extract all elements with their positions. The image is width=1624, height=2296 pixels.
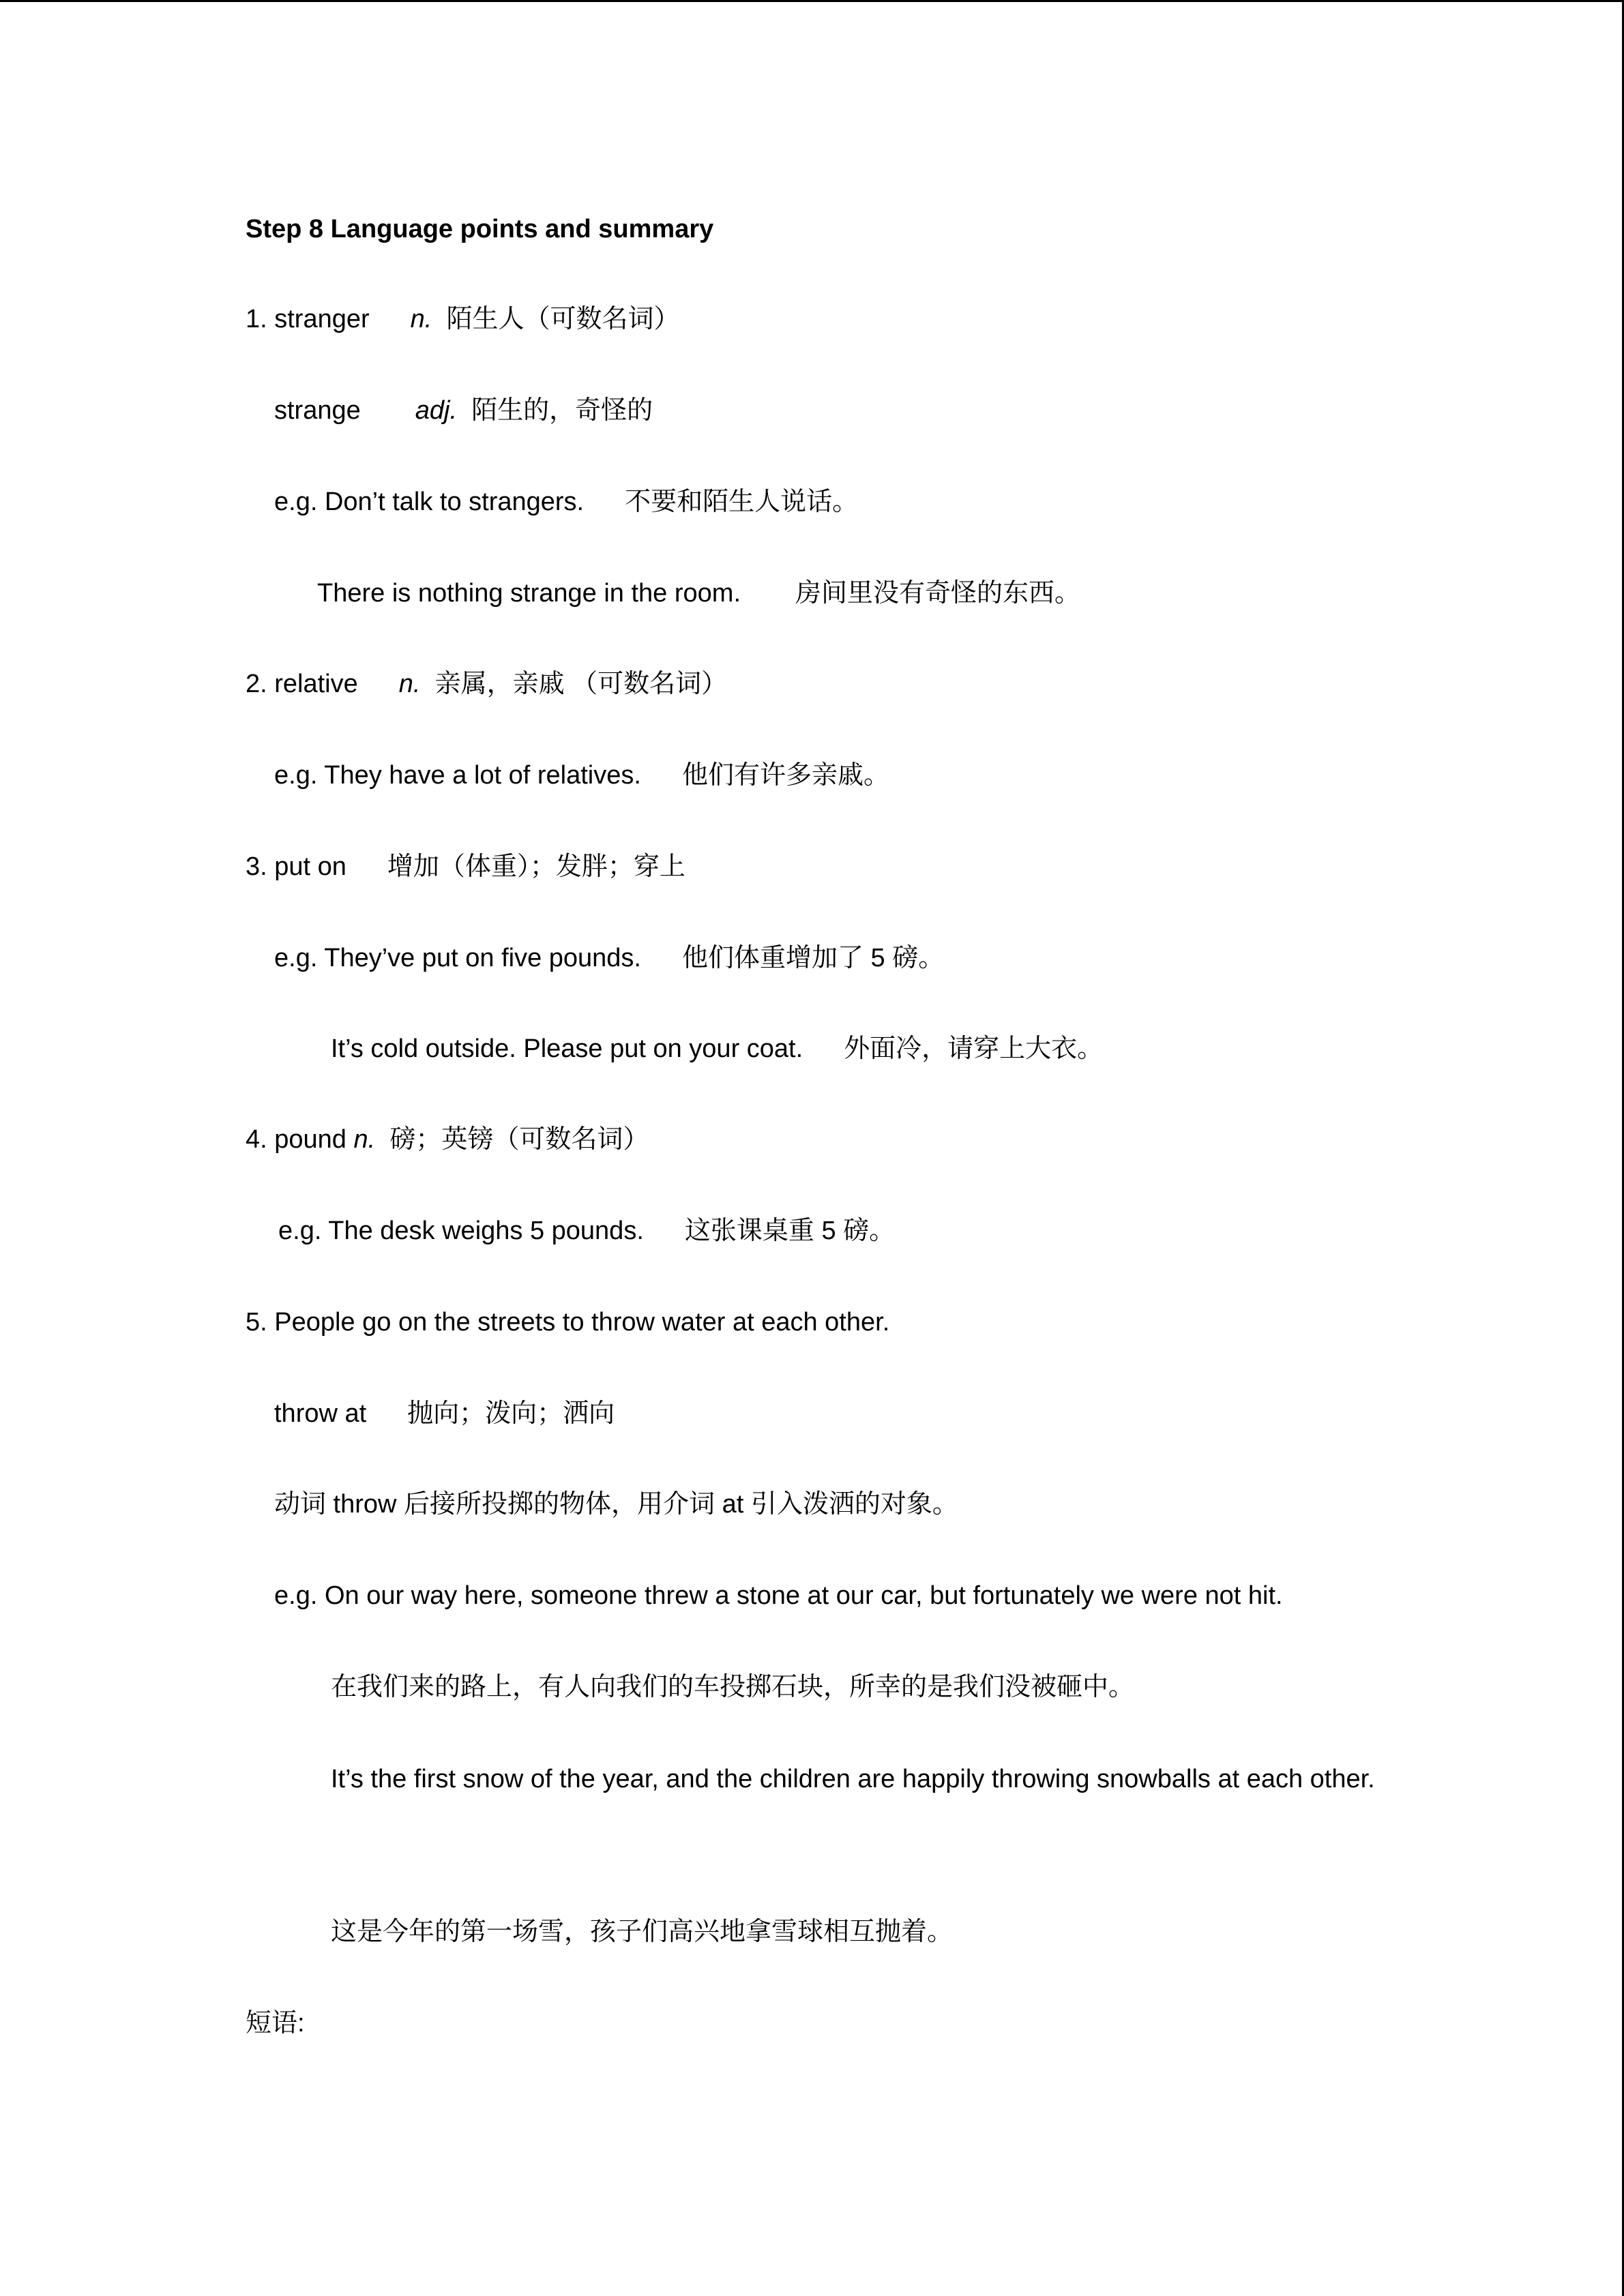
entry-meaning: 陌生人（可数名词）	[446, 305, 680, 333]
entry-meaning: 增加（体重）；发胖；穿上	[387, 852, 685, 881]
entry-head: throw at	[274, 1399, 367, 1428]
example-en: e.g. Don’t talk to strangers.	[274, 488, 585, 516]
part-of-speech: adj.	[415, 396, 458, 425]
entry-stranger	[246, 302, 680, 336]
example-line	[274, 758, 889, 792]
entry-strange	[274, 393, 653, 428]
example-en: e.g. They’ve put on five pounds.	[274, 944, 641, 972]
example-zh: 在我们来的路上，有人向我们的车投掷石块，所幸的是我们没被砸中。	[331, 1673, 1135, 1701]
entry-pound	[246, 1122, 649, 1157]
entry-meaning: 亲属，亲戚 （可数名词）	[434, 670, 728, 698]
usage-note: 动词 throw 后接所投掷的物体，用介词 at 引入泼洒的对象。	[274, 1490, 958, 1519]
entry-throw-at	[274, 1397, 615, 1431]
example-line	[274, 485, 858, 519]
example-en: It’s the first snow of the year, and the children are happily throwing snowballs at each other.	[331, 1765, 1375, 1793]
part-of-speech: n.	[353, 1125, 376, 1154]
example-line	[274, 941, 944, 975]
entry-head: 2. relative	[246, 670, 358, 698]
example-zh: 不要和陌生人说话。	[625, 488, 859, 516]
entry-head: 4. pound	[246, 1125, 346, 1154]
example-zh: 他们体重增加了 5 磅。	[682, 944, 945, 972]
example-line	[317, 576, 1080, 610]
example-zh: 外面冷，请穿上大衣。	[844, 1034, 1104, 1063]
entry-meaning: 陌生的，奇怪的	[471, 396, 653, 425]
entry-head: 3. put on	[246, 852, 346, 881]
example-zh: 他们有许多亲戚。	[681, 761, 889, 790]
example-zh: 这是今年的第一场雪，孩子们高兴地拿雪球相互抛着。	[331, 1918, 954, 1946]
entry-head: 1. stranger	[246, 305, 370, 333]
section-title: Step 8 Language points and summary	[246, 215, 714, 243]
part-of-speech: n.	[398, 670, 421, 698]
phrases-label: 短语:	[246, 2009, 305, 2038]
example-en: e.g. On our way here, someone threw a stone at our car, but fortunately we were not hit.	[274, 1581, 1283, 1610]
entry-sentence-5: 5. People go on the streets to throw water at each other.	[246, 1308, 890, 1337]
example-en: There is nothing strange in the room.	[317, 579, 741, 608]
entry-head: strange	[274, 396, 361, 425]
example-en: e.g. The desk weighs 5 pounds.	[278, 1217, 644, 1245]
entry-put-on	[246, 850, 685, 884]
entry-meaning: 磅；英镑（可数名词）	[389, 1125, 649, 1154]
example-zh: 这张课桌重 5 磅。	[684, 1217, 896, 1245]
example-zh: 房间里没有奇怪的东西。	[795, 579, 1081, 608]
entry-meaning: 抛向；泼向；洒向	[407, 1399, 615, 1428]
example-line	[278, 1214, 895, 1248]
part-of-speech: n.	[410, 305, 432, 333]
entry-relative	[246, 667, 727, 701]
example-en: It’s cold outside. Please put on your coat.	[331, 1034, 803, 1063]
example-en: e.g. They have a lot of relatives.	[274, 761, 641, 790]
example-line	[331, 1032, 1103, 1066]
